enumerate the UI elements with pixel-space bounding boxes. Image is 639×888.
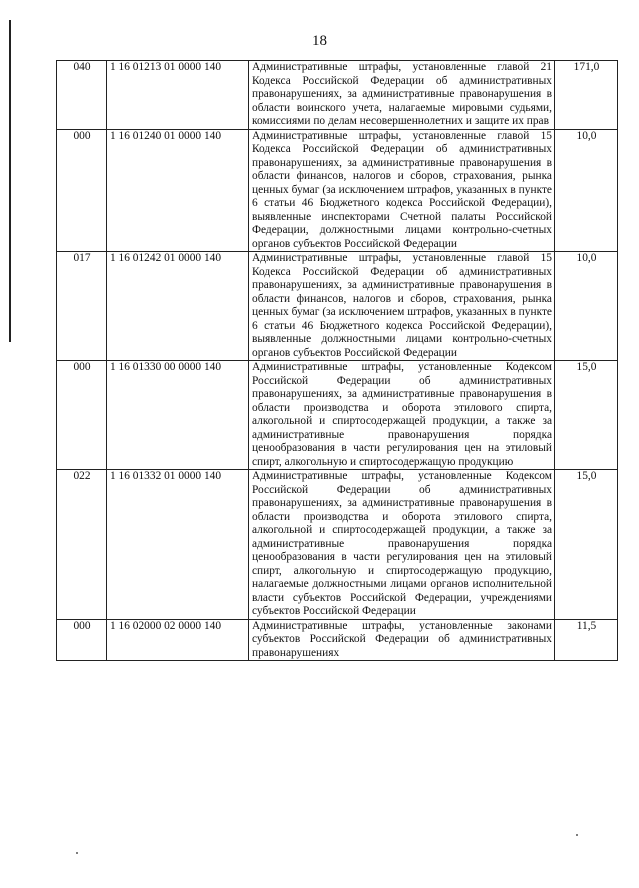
kbk-code-cell bbox=[107, 361, 249, 470]
amount-value: 15,0 bbox=[576, 361, 597, 373]
amount-cell bbox=[555, 619, 618, 661]
kbk-code: 1 16 01332 01 0000 140 bbox=[110, 470, 222, 482]
amount-value: 11,5 bbox=[576, 619, 597, 632]
kbk-code-cell bbox=[107, 252, 249, 361]
page-edge-bar bbox=[9, 20, 11, 342]
admin-code: 017 bbox=[73, 252, 91, 264]
description-cell bbox=[249, 129, 555, 252]
amount-cell bbox=[555, 61, 618, 130]
page-number: 18 bbox=[312, 33, 327, 49]
amount-cell bbox=[555, 252, 618, 361]
kbk-code-cell bbox=[107, 470, 249, 620]
table-row bbox=[57, 470, 618, 620]
description-cell bbox=[249, 619, 555, 661]
amount-value: 15,0 bbox=[576, 470, 597, 482]
admin-code-cell bbox=[57, 470, 107, 620]
description-text: Административные штрафы, установленные Кодексом Российской Федерации об административных правонарушениях, за административные правонарушения в области производства и оборота этилового спирта, алкогольной и спиртосодержащей продукции, а также за административные правонарушения порядка ценообразования в части регулирования цен на этиловый спирт, алкогольную и спиртосодержащую продукцию, налагаемые должностными лицами органов исполнительной власти субъектов Российской Федерации, учреждениями субъектов Российской Федерации bbox=[252, 470, 552, 617]
admin-code: 022 bbox=[73, 470, 91, 482]
admin-code-cell bbox=[57, 361, 107, 470]
admin-code-cell bbox=[57, 619, 107, 661]
amount-value: 10,0 bbox=[576, 129, 597, 142]
amount-cell bbox=[555, 470, 618, 620]
description-text: Административные штрафы, установленные главой 21 Кодекса Российской Федерации об административных правонарушениях, за административные правонарушения в области воинского учета, налагаемые мировыми судьями, комиссиями по делам несовершеннолетних и защите их прав bbox=[252, 61, 552, 127]
amount-cell bbox=[555, 129, 618, 252]
kbk-code-cell bbox=[107, 619, 249, 661]
description-cell bbox=[249, 470, 555, 620]
description-cell bbox=[249, 361, 555, 470]
description-text: Административные штрафы, установленные главой 15 Кодекса Российской Федерации об административных правонарушениях, за административные правонарушения в области финансов, налогов и сборов, страхования, рынка ценных бумаг (за исключением штрафов, указанных в пункте 6 статьи 46 Бюджетного кодекса Российской Федерации), выявленные инспекторами Счетной палаты Российской Федерации, должностными лицами контрольно-счетных органов субъектов Российской Федерации bbox=[252, 129, 552, 250]
kbk-code: 1 16 01240 01 0000 140 bbox=[110, 129, 222, 142]
amount-cell bbox=[555, 361, 618, 470]
admin-code: 000 bbox=[73, 619, 91, 632]
table-row bbox=[57, 619, 618, 661]
table-row bbox=[57, 252, 618, 361]
kbk-code-cell bbox=[107, 129, 249, 252]
description-text: Административные штрафы, установленные главой 15 Кодекса Российской Федерации об административных правонарушениях, за административные правонарушения в области финансов, налогов и сборов, страхования, рынка ценных бумаг (за исключением штрафов, указанных в пункте 6 статьи 46 Бюджетного кодекса Российской Федерации), выявленные должностными лицами контрольно-счетных органов субъектов Российской Федерации bbox=[252, 252, 552, 359]
fines-table bbox=[56, 60, 618, 661]
admin-code-cell bbox=[57, 252, 107, 361]
admin-code: 000 bbox=[73, 361, 91, 373]
description-text: Административные штрафы, установленные законами субъектов Российской Федерации об административных правонарушениях bbox=[252, 619, 552, 659]
table-row bbox=[57, 129, 618, 252]
table-row bbox=[57, 61, 618, 130]
kbk-code: 1 16 01242 01 0000 140 bbox=[110, 252, 222, 264]
admin-code-cell bbox=[57, 61, 107, 130]
amount-value: 10,0 bbox=[576, 252, 597, 264]
admin-code: 000 bbox=[73, 129, 91, 142]
scan-speck bbox=[576, 834, 578, 836]
description-cell bbox=[249, 252, 555, 361]
kbk-code-cell bbox=[107, 61, 249, 130]
kbk-code: 1 16 01213 01 0000 140 bbox=[110, 61, 222, 73]
amount-value: 171,0 bbox=[573, 61, 600, 73]
description-text: Административные штрафы, установленные Кодексом Российской Федерации об административных правонарушениях, за административные правонарушения в области производства и оборота этилового спирта, алкогольной и спиртосодержащей продукции, а также за административные правонарушения порядка ценообразования в части регулирования цен на этиловый спирт, алкогольную и спиртосодержащую продукцию bbox=[252, 361, 552, 468]
table-row bbox=[57, 361, 618, 470]
admin-code-cell bbox=[57, 129, 107, 252]
kbk-code: 1 16 01330 00 0000 140 bbox=[110, 361, 222, 373]
scan-speck bbox=[76, 852, 78, 854]
description-cell bbox=[249, 61, 555, 130]
admin-code: 040 bbox=[73, 61, 91, 73]
kbk-code: 1 16 02000 02 0000 140 bbox=[110, 619, 222, 632]
